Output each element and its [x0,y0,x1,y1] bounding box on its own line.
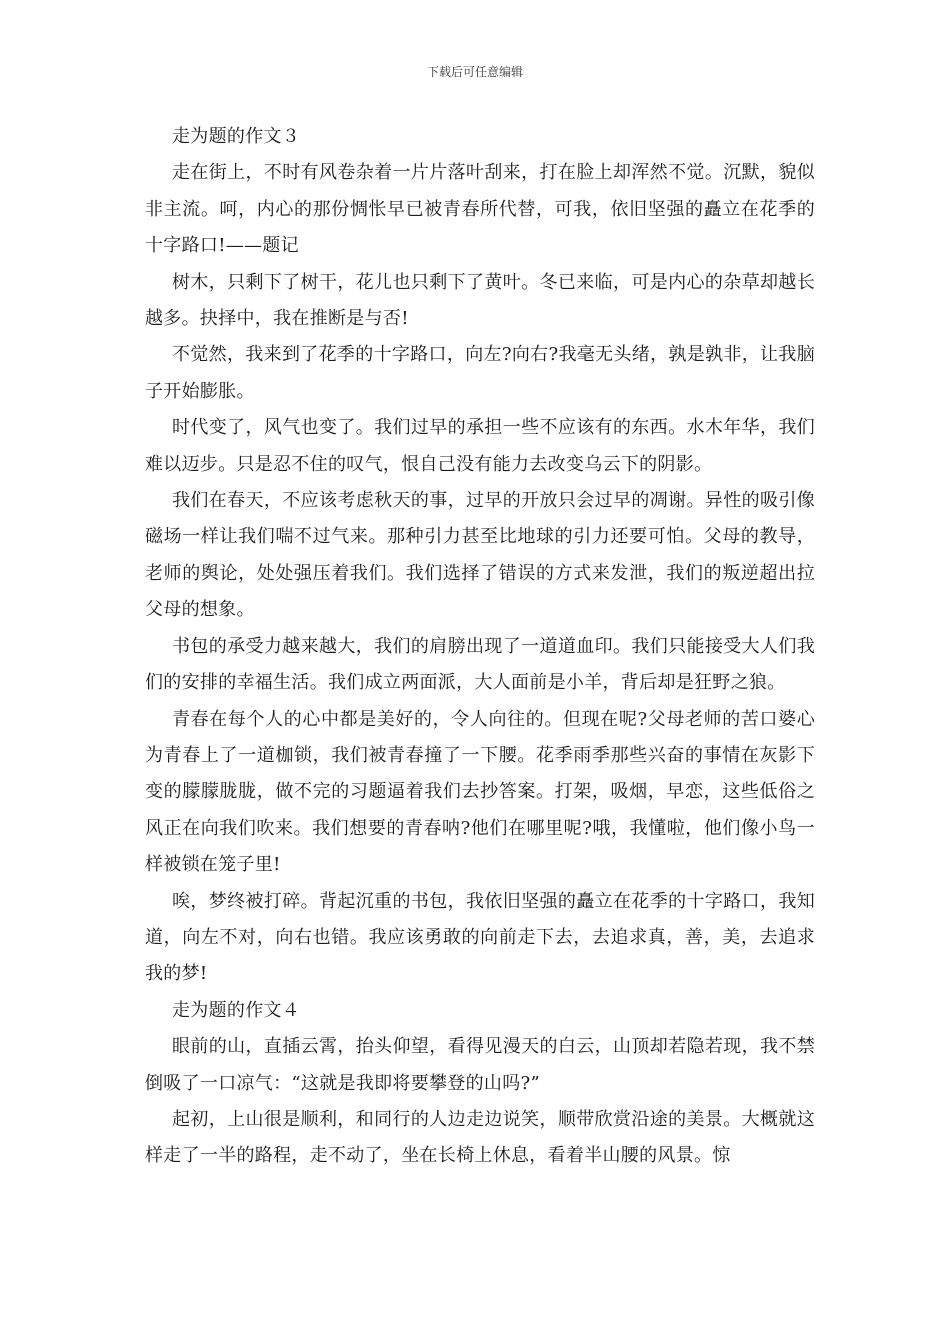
paragraph: 起初，上山很是顺利，和同行的人边走边说笑，顺带欣赏沿途的美景。大概就这样走了一半的路程，走不动了，坐在长椅上休息，看着半山腰的风景。惊 [145,1108,815,1167]
paragraph: 我们在春天，不应该考虑秋天的事，过早的开放只会过早的凋谢。异性的吸引像磁场一样让我们喘不过气来。那种引力甚至比地球的引力还要可怕。父母的教导，老师的舆论，处处强压着我们。我们选择了错误的方式来发泄，我们的叛逆超出拉父母的想象。 [145,490,815,621]
paragraph: 树木，只剩下了树干，花儿也只剩下了黄叶。冬已来临，可是内心的杂草却越长越多。抉择中，我在推断是与否! [145,271,815,330]
essay-title-4: 走为题的作文４ [172,999,301,1021]
page-header: 下载后可任意编辑 [426,65,523,79]
paragraph: 唉，梦终被打碎。背起沉重的书包，我依旧坚强的矗立在花季的十字路口，我知道，向左不对，向右也错。我应该勇敢的向前走下去，去追求真，善，美，去追求我的梦! [145,890,815,985]
paragraph: 不觉然，我来到了花季的十字路口，向左?向右?我毫无头绪，孰是孰非，让我脑子开始膨胀。 [145,344,815,402]
paragraph: 眼前的山，直插云霄，抬头仰望，看得见漫天的白云，山顶却若隐若现，我不禁倒吸了一口凉气：“这就是我即将要攀登的山吗?” [145,1036,815,1094]
paragraph: 书包的承受力越来越大，我们的肩膀出现了一道道血印。我们只能接受大人们我们的安排的幸福生活。我们成立两面派，大人面前是小羊，背后却是狂野之狼。 [145,635,815,694]
paragraph: 青春在每个人的心中都是美好的，令人向往的。但现在呢?父母老师的苦口婆心为青春上了一道枷锁，我们被青春撞了一下腰。花季雨季那些兴奋的事情在灰影下变的朦朦胧胧，做不完的习题逼着我们去抄答案。打架，吸烟，早恋，这些低俗之风正在向我们吹来。我们想要的青春呐?他们在哪里呢?哦，我懂啦，他们像小鸟一样被锁在笼子里! [145,708,815,876]
document-body [145,119,815,1175]
essay-title-3: 走为题的作文３ [172,126,301,147]
paragraph: 时代变了，风气也变了。我们过早的承担一些不应该有的东西。水木年华，我们难以迈步。只是忍不住的叹气，恨自己没有能力去改变乌云下的阴影。 [145,417,815,475]
paragraph-epigraph: 走在街上，不时有风卷杂着一片片落叶刮来，打在脸上却浑然不觉。沉默，貌似非主流。呵，内心的那份惆怅早已被青春所代替，可我，依旧坚强的矗立在花季的十字路口!——题记 [145,162,815,257]
